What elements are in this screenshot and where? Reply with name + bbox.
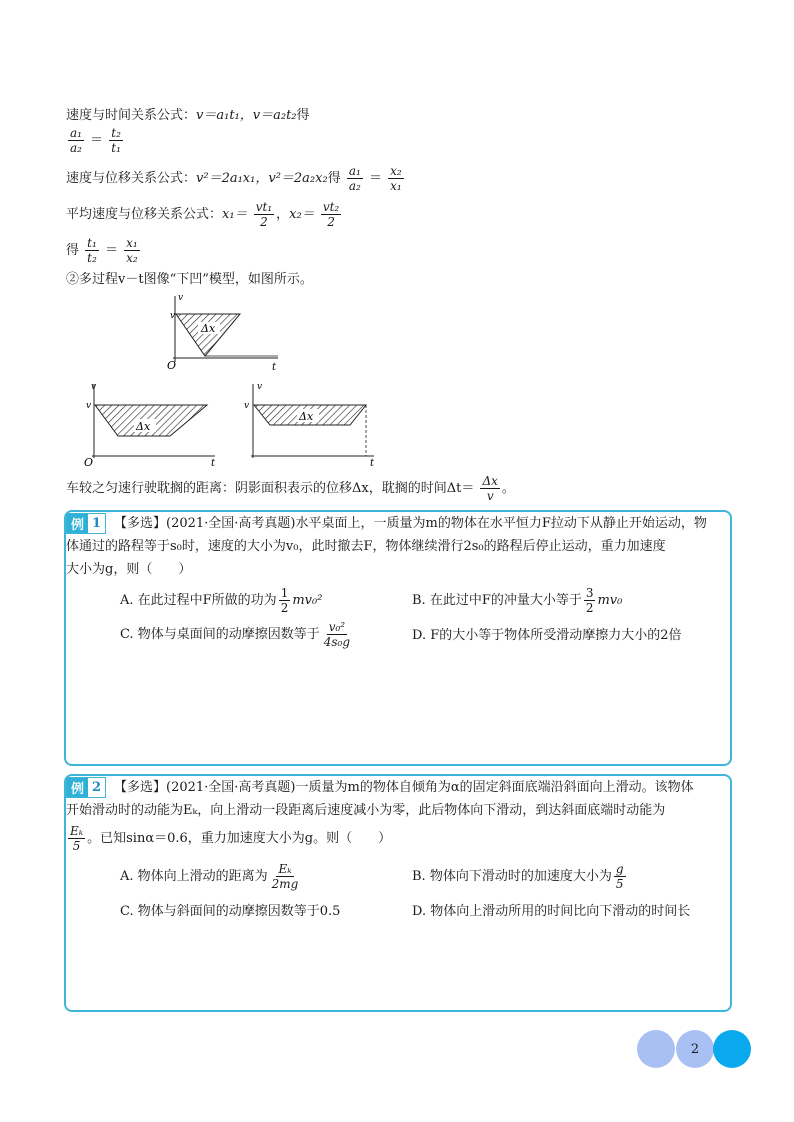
question-line: 。已知sinα＝0.6，重力加速度大小为g。则（ ） [87,831,392,846]
formula-line-3-text: 平均速度与位移关系公式： [66,207,223,222]
fraction: $\frac{\text{x₂}}{\text{x₁}}$ [390,164,402,193]
equals-sign: ＝ [368,171,382,186]
vt-graph-right [240,380,380,470]
formula-line-1-expr: v＝a₁t₁，v＝a₂t₂ [196,108,297,123]
page-number: 2 [690,1041,700,1057]
vt-graph-top [160,292,290,372]
example-number: 1 [92,516,102,531]
fraction: $\frac{\text{t₁}}{\text{t₂}}$ [87,236,97,265]
area-label: Δx [136,420,151,433]
example-1-option-a[interactable]: A. 在此过程中F所做的功为 $\frac{1}{2}$ mv₀² [120,586,323,615]
v-axis-label: v [257,382,263,392]
t-axis-label: t [211,458,216,469]
example-1-question [66,512,731,581]
ratio-equation-3 [66,236,142,265]
example-2-option-a[interactable]: A. 物体向上滑动的距离为 $\frac{\text{Eₖ}}{2mg}$ [120,862,299,891]
origin-label: O [84,456,94,469]
v-level-label: v [170,311,176,321]
delay-summary-text: 车较之匀速行驶耽搁的距离：阴影面积表示的位移Δx，耽搁的时间Δt＝ [66,481,475,496]
v-level-label: v [86,401,92,411]
fraction: $\frac{\text{a₁}}{\text{a₂}}$ [348,164,361,193]
v-level-label: v [244,401,250,411]
formula-line-3 [66,200,343,229]
model-intro: ②多过程v－t图像“下凹”模型，如图所示。 [66,272,313,287]
formula-line-2-expr: v²＝2a₁x₁，v²＝2a₂x₂ [196,171,328,186]
fraction: $\frac{\text{vt₁}}{2}$ [255,200,273,229]
period: 。 [501,481,515,496]
example-1-option-c[interactable]: C. 物体与桌面间的动摩擦因数等于 $\frac{\text{v₀²}}{\text{4s₀g}}$ [120,620,351,649]
question-line: 开始滑动时的动能为Eₖ，向上滑动一段距离后速度减小为零，此后物体向下滑动，到达斜面底端时动能为 [66,803,666,818]
equals-sign: ＝ [90,133,104,148]
fraction: $\frac{\text{vt₂}}{2}$ [322,200,340,229]
example-label: 例 [67,778,88,797]
area-label: Δx [201,322,216,335]
origin-label: O [167,359,177,372]
de-text: 得 [66,243,80,258]
example-2-option-c[interactable]: C. 物体与斜面间的动摩擦因数等于0.5 [120,904,341,919]
v-axis-label: v [178,293,184,303]
area-label: Δx [299,410,314,423]
example-label: 例 [67,514,88,533]
example-number: 2 [92,780,102,795]
x2-label: x₂＝ [289,207,315,222]
fraction: $\frac{\text{a₁}}{\text{a₂}}$ [70,126,82,155]
formula-line-2-end: 得 [327,171,341,186]
formula-line-1-text: 速度与时间关系公式： [66,108,197,123]
t-axis-label: t [272,362,277,372]
fraction: $\frac{\text{t₂}}{\text{t₁}}$ [111,126,121,155]
question-line: 体通过的路程等于s₀时，速度的大小为v₀，此时撤去F，物体继续滑行2s₀的路程后停止运动，重力加速度 [66,539,666,554]
formula-line-1-end: 得 [296,108,310,123]
formula-line-2 [66,164,406,193]
ratio-equation-1 [66,126,125,155]
x1-label: x₁＝ [222,207,248,222]
page-number-circle [676,1030,714,1068]
question-line: 【多选】(2021·全国·高考真题)水平桌面上，一质量为m的物体在水平恒力F拉动下从静止开始运动，物 [114,516,707,531]
example-2-question: 【多选】(2021·全国·高考真题)一质量为m的物体自倾角为α的固定斜面底端沿斜面向上滑动。该物体 开始滑动时的动能为Eₖ，向上滑动一段距离后速度减小为零，此后物体向下滑动，到达斜面底端时动能为 $\frac{\text{Eₖ}}{5}$ 。已知sinα＝0.6，重力加速度大小为g。则（ ） [66,776,731,853]
vt-graph-left [80,380,230,470]
question-line: 大小为g，则（ ） [66,562,192,577]
example-1-option-d[interactable]: D. F的大小等于物体所受滑动摩擦力大小的2倍 [412,628,682,643]
formula-line-2-text: 速度与位移关系公式： [66,171,197,186]
delay-summary [66,474,515,503]
separator: ， [276,207,290,222]
page-circle-blue [713,1030,751,1068]
t-axis-label: t [370,458,375,469]
formula-line-1 [66,104,310,123]
example-2-option-d[interactable]: D. 物体向上滑动所用的时间比向下滑动的时间长 [412,904,691,919]
page-circle-light [637,1030,675,1068]
fraction: $\frac{\Delta x}{v}$ [482,474,498,503]
example-1-option-b[interactable]: B. 在此过中F的冲量大小等于 $\frac{3}{2}$ mv₀ [412,586,623,615]
question-line: 【多选】(2021·全国·高考真题)一质量为m的物体自倾角为α的固定斜面底端沿斜面向上滑动。该物体 [114,780,694,795]
v-axis-label: v [91,382,97,392]
shaded-area [176,314,240,356]
example-2-option-b[interactable]: B. 物体向下滑动时的加速度大小为 $\frac{g}{5}$ [412,862,624,891]
fraction: $\frac{\text{x₁}}{\text{x₂}}$ [126,236,138,265]
equals-sign: ＝ [104,243,118,258]
